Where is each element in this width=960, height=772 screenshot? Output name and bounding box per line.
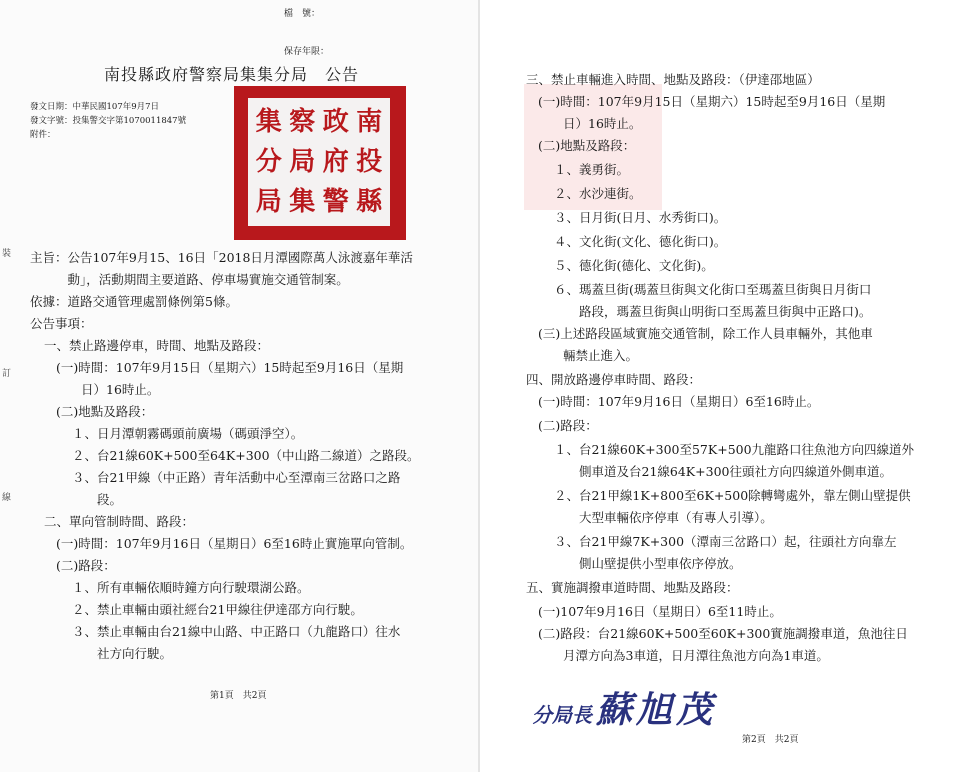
retention-label: 保存年限： xyxy=(284,47,330,57)
doc-line: 三、禁止車輛進入時間、地點及路段：（伊達邵地區） xyxy=(526,72,820,87)
seal-char: 察 xyxy=(289,107,316,137)
seal-char: 南 xyxy=(356,107,383,137)
official-seal xyxy=(234,86,406,240)
seal-char: 局 xyxy=(289,147,316,177)
doc-line: ２、水沙連街。 xyxy=(554,186,642,201)
doc-line: ２、禁止車輛由頭社經台21甲線往伊達邵方向行駛。 xyxy=(72,602,363,617)
doc-line: 四、開放路邊停車時間、路段： xyxy=(526,372,702,387)
doc-line: 側山壁提供小型車依序停放。 xyxy=(554,556,742,571)
file-no-label: 檔 號： xyxy=(284,9,321,19)
doc-line: (一)107年9月16日（星期日）6至11時止。 xyxy=(538,604,782,619)
doc-line: 動」，活動期間主要道路、停車場實施交通管制案。 xyxy=(30,272,349,287)
doc-line: ６、瑪蓋旦街(瑪蓋旦街與文化街口至瑪蓋旦街與日月街口 xyxy=(554,282,872,297)
doc-line: １、台21線60K+300至57K+500九龍路口往魚池方向四線道外 xyxy=(554,442,915,457)
doc-line: (一)時間：107年9月15日（星期六）15時起至9月16日（星期 xyxy=(56,360,404,375)
seal-char: 集 xyxy=(255,107,282,137)
doc-line: 社方向行駛。 xyxy=(72,646,173,661)
doc-line: ３、台21甲線（中正路）青年活動中心至潭南三岔路口之路 xyxy=(72,470,401,485)
doc-line: 輛禁止進入。 xyxy=(538,348,639,363)
doc-line: (一)時間：107年9月16日（星期日）6至16時止。 xyxy=(538,394,820,409)
page-2 xyxy=(480,0,960,772)
doc-line: (二)路段：台21線60K+500至60K+300實施調撥車道，魚池往日 xyxy=(538,626,908,641)
doc-line: (三)上述路段區域實施交通管制，除工作人員車輛外，其他車 xyxy=(538,326,873,341)
seal-char: 分 xyxy=(255,147,282,177)
issue-date: 發文日期：中華民國107年9月7日 xyxy=(30,102,160,112)
seal-char: 府 xyxy=(322,147,349,177)
doc-line: 側車道及台21線64K+300往頭社方向四線道外側車道。 xyxy=(554,464,892,479)
attachment-label: 附件： xyxy=(30,130,56,140)
page-1 xyxy=(0,0,478,772)
doc-line: (一)時間：107年9月15日（星期六）15時起至9月16日（星期 xyxy=(538,94,886,109)
seal-char: 投 xyxy=(356,147,383,177)
doc-line: 二、單向管制時間、路段： xyxy=(44,514,195,529)
binding-mark-1: 裝 xyxy=(2,249,12,259)
doc-line: 主旨：公告107年9月15、16日「2018日月潭國際萬人泳渡嘉年華活 xyxy=(30,250,413,265)
binding-mark-3: 線 xyxy=(2,493,12,503)
signature xyxy=(532,682,716,733)
issue-number: 發文字號：投集警交字第1070011847號 xyxy=(30,116,187,126)
doc-line: 日）16時止。 xyxy=(538,116,642,131)
doc-line: ４、文化街(文化、德化街口)。 xyxy=(554,234,727,249)
doc-line: (一)時間：107年9月16日（星期日）6至16時止實施單向管制。 xyxy=(56,536,413,551)
doc-line: ５、德化街(德化、文化街)。 xyxy=(554,258,714,273)
doc-line: ３、台21甲線7K+300（潭南三岔路口）起，往頭社方向靠左 xyxy=(554,534,897,549)
seal-char: 縣 xyxy=(356,187,383,217)
seal-char: 局 xyxy=(255,187,282,217)
doc-line: １、所有車輛依順時鐘方向行駛環湖公路。 xyxy=(72,580,310,595)
doc-line: (二)地點及路段： xyxy=(538,138,636,153)
doc-line: (二)路段： xyxy=(56,558,116,573)
doc-line: 段。 xyxy=(72,492,123,507)
doc-line: ２、台21甲線1K+800至6K+500除轉彎處外，靠左側山壁提供 xyxy=(554,488,911,503)
binding-mark-2: 訂 xyxy=(2,369,12,379)
doc-line: 日）16時止。 xyxy=(56,382,160,397)
doc-line: 路段，瑪蓋旦街與山明街口至馬蓋旦街與中正路口)。 xyxy=(554,304,872,319)
doc-line: １、義勇街。 xyxy=(554,162,630,177)
doc-line: 一、禁止路邊停車，時間、地點及路段： xyxy=(44,338,270,353)
doc-line: (二)路段： xyxy=(538,418,598,433)
notice-title: 南投縣政府警察局集集分局 公告 xyxy=(104,65,360,84)
doc-line: 公告事項： xyxy=(30,316,93,331)
seal-char: 集 xyxy=(289,187,316,217)
seal-char: 警 xyxy=(322,187,349,217)
doc-line: １、日月潭朝霧碼頭前廣場（碼頭淨空）。 xyxy=(72,426,304,441)
doc-line: 月潭方向為3車道，日月潭往魚池方向為1車道。 xyxy=(538,648,829,663)
doc-line: 大型車輛依序停車（有專人引導）。 xyxy=(554,510,773,525)
signature-name: 蘇旭茂 xyxy=(596,690,717,731)
signature-title: 分局長 xyxy=(532,703,592,727)
doc-line: 依據：道路交通管理處罰條例第5條。 xyxy=(30,294,238,309)
seal-char: 政 xyxy=(322,107,349,137)
doc-line: ２、台21線60K+500至64K+300（中山路二線道）之路段。 xyxy=(72,448,420,463)
page-number: 第1頁 共2頁 xyxy=(210,691,267,701)
doc-line: ３、禁止車輛由台21線中山路、中正路口（九龍路口）往水 xyxy=(72,624,401,639)
page-number: 第2頁 共2頁 xyxy=(742,735,799,745)
doc-line: ３、日月街(日月、水秀街口)。 xyxy=(554,210,727,225)
doc-line: 五、實施調撥車道時間、地點及路段： xyxy=(526,580,739,595)
doc-line: (二)地點及路段： xyxy=(56,404,154,419)
